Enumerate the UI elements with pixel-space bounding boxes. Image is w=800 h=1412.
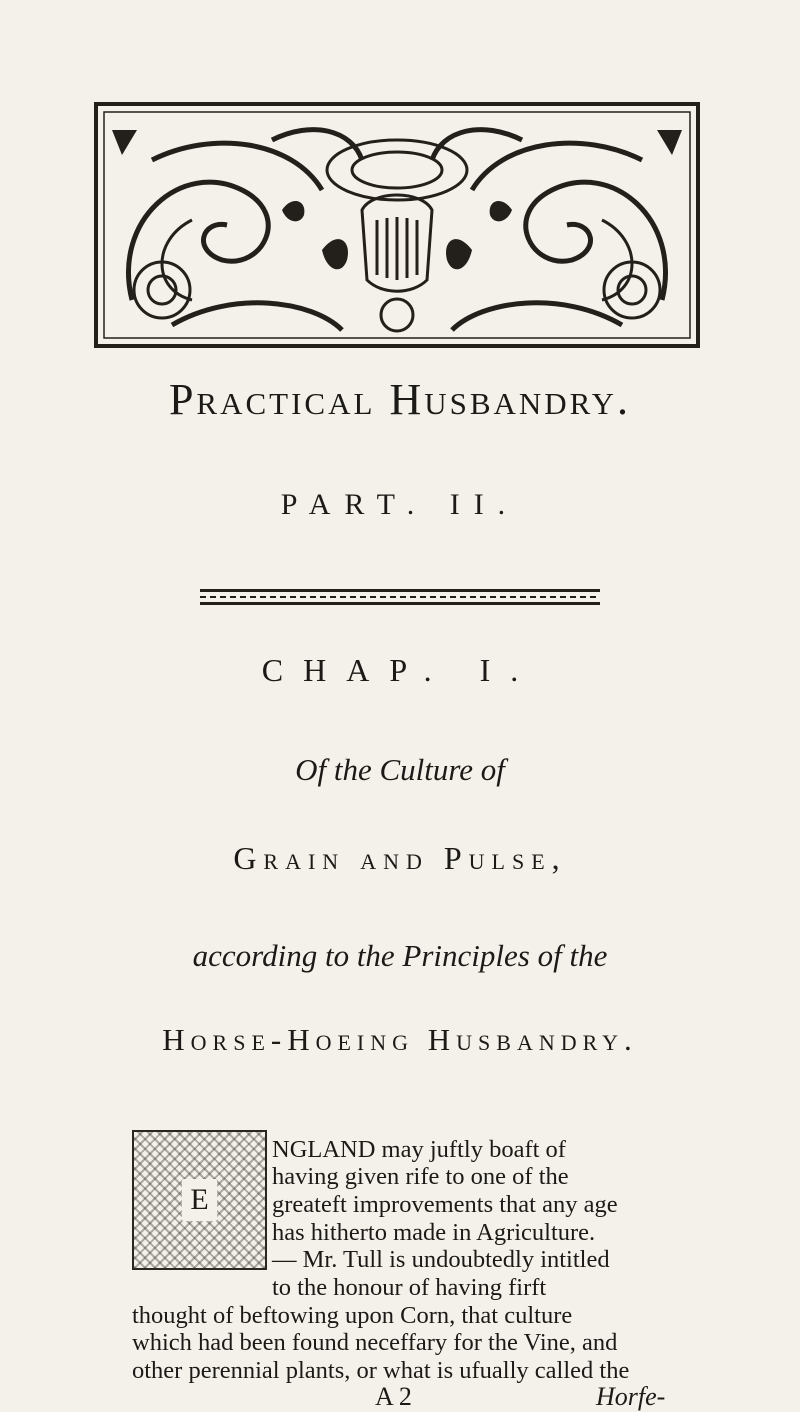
chapter-heading: CHAP. I. [261, 652, 539, 688]
title-word-practical: Practical [168, 375, 376, 424]
part-heading: PART. II. [280, 488, 520, 521]
ornamental-headpiece [92, 100, 702, 350]
chapter-subtitle-line-3: according to the Principles of the [192, 938, 608, 973]
body-line: — Mr. Tull is undoubtedly intitled [272, 1246, 610, 1273]
drop-cap-letter: E [182, 1179, 216, 1221]
body-line: which had been found neceffary for the Vine, and [132, 1329, 618, 1356]
drop-cap-ornament [132, 1130, 267, 1270]
chapter-subtitle-line-1: Of the Culture of [295, 752, 505, 787]
title-word-husbandry: Husbandry. [389, 375, 632, 424]
ornamental-rule [200, 585, 600, 609]
body-line: other perennial plants, or what is ufually called the [132, 1357, 630, 1384]
book-title [60, 374, 740, 425]
chapter-subtitle-line-2: Grain and Pulse, [233, 840, 567, 876]
signature-mark: A 2 [375, 1382, 412, 1411]
body-line: has hitherto made in Agriculture. [272, 1219, 596, 1246]
catchword: Horfe- [596, 1382, 666, 1411]
body-line: NGLAND may juftly boaft of [272, 1136, 566, 1163]
body-line: having given rife to one of the [272, 1163, 569, 1190]
body-line: thought of beftowing upon Corn, that culture [132, 1302, 573, 1329]
chapter-subtitle-line-4: Horse-Hoeing Husbandry. [162, 1022, 638, 1057]
body-line: to the honour of having firft [272, 1274, 547, 1301]
body-line: greateft improvements that any age [272, 1191, 618, 1218]
